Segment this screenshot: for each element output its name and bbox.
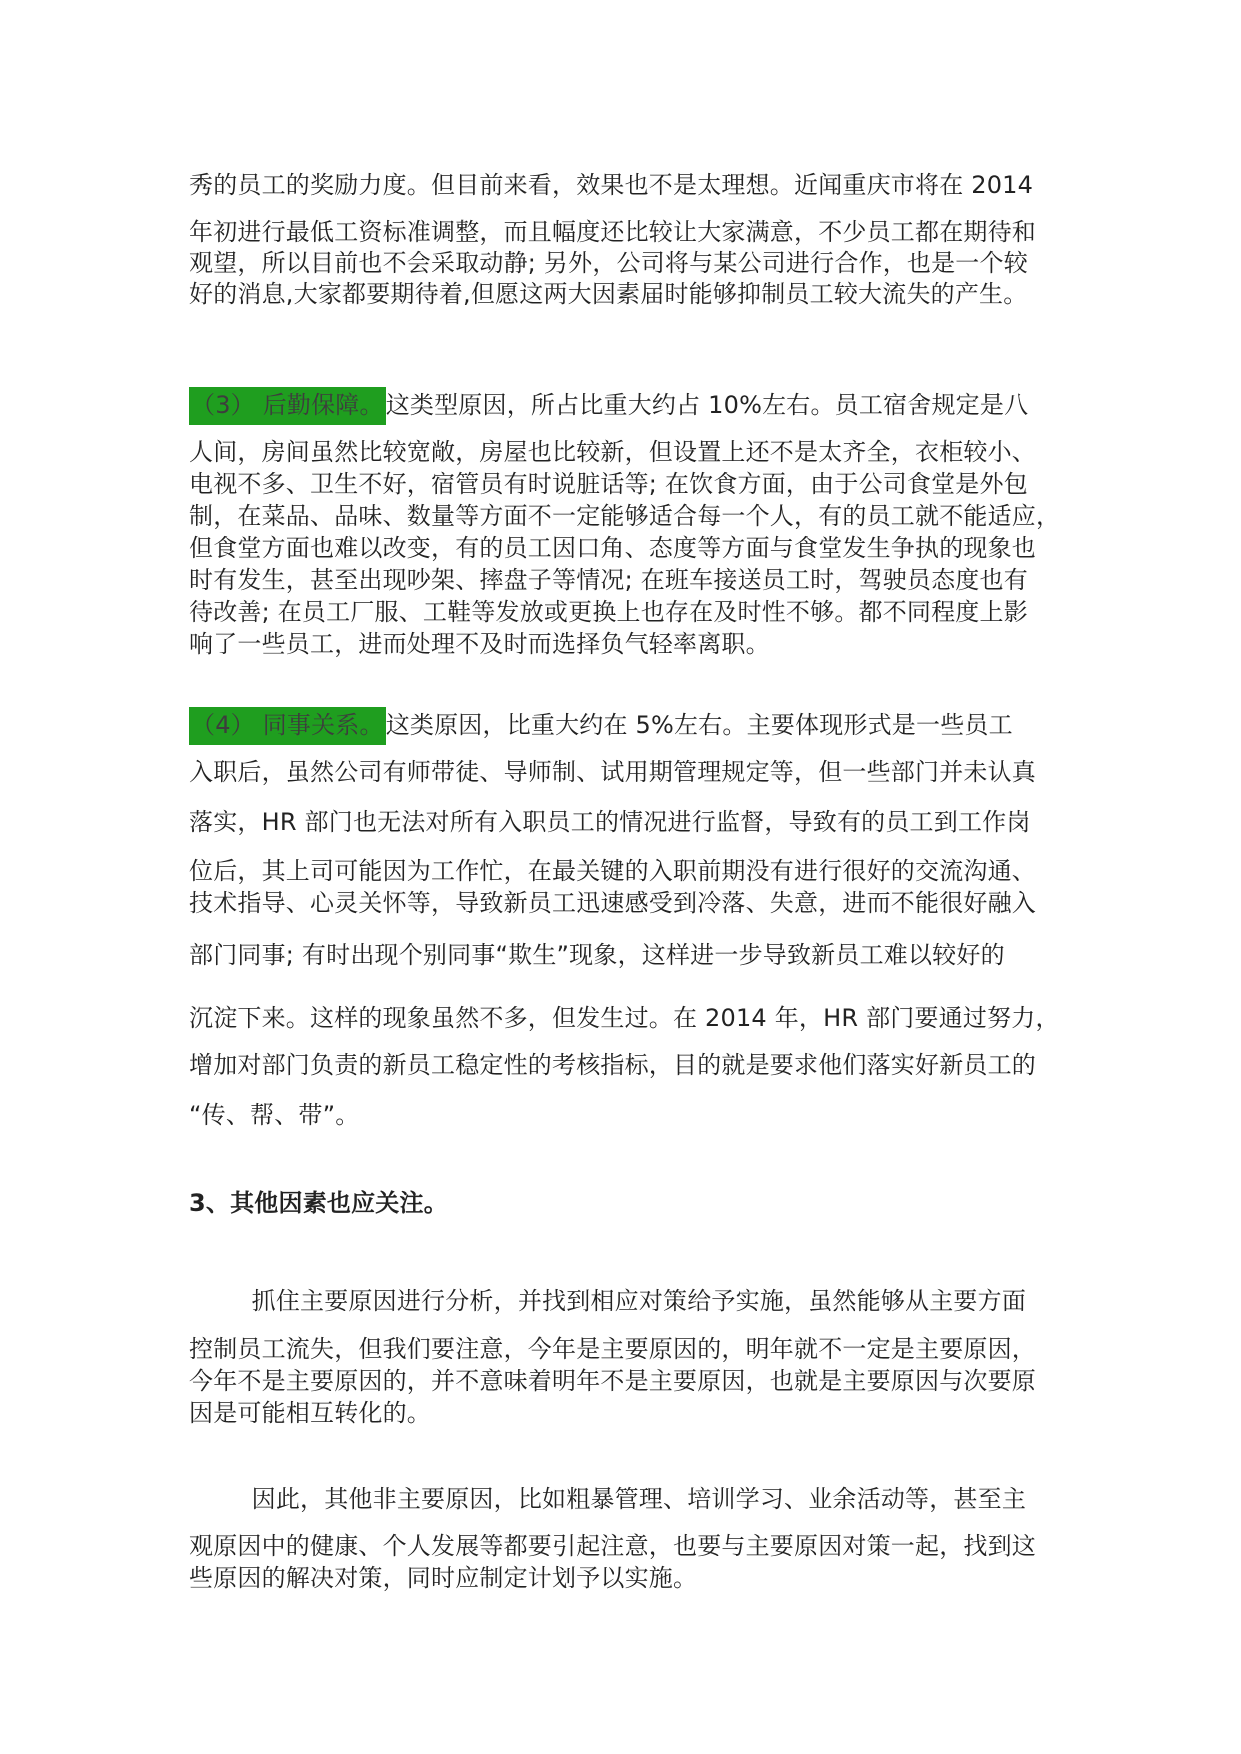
paragraph-line: 好的消息,大家都要期待着,但愿这两大因素届时能够抑制员工较大流失的产生。 <box>189 280 1028 308</box>
paragraph-line: 人间，房间虽然比较宽敞，房屋也比较新，但设置上还不是太齐全，衣柜较小、 <box>189 438 1036 466</box>
paragraph-line: 控制员工流失，但我们要注意，今年是主要原因的，明年就不一定是主要原因， <box>189 1335 1036 1363</box>
paragraph-line: 因是可能相互转化的。 <box>189 1399 431 1427</box>
highlighted-label: （3） 后勤保障。 <box>189 387 386 425</box>
paragraph-line: 年初进行最低工资标准调整，而且幅度还比较让大家满意，不少员工都在期待和 <box>189 218 1036 246</box>
section-heading: 3、其他因素也应关注。 <box>189 1189 448 1217</box>
paragraph-line: 抓住主要原因进行分析，并找到相应对策给予实施，虽然能够从主要方面 <box>189 1287 1027 1315</box>
paragraph-line: 但食堂方面也难以改变，有的员工因口角、态度等方面与食堂发生争执的现象也 <box>189 534 1036 562</box>
paragraph-line: 秀的员工的奖励力度。但目前来看，效果也不是太理想。近闻重庆市将在 2014 <box>189 171 1034 199</box>
paragraph-line: 观原因中的健康、个人发展等都要引起注意，也要与主要原因对策一起，找到这 <box>189 1532 1036 1560</box>
paragraph-line: 技术指导、心灵关怀等，导致新员工迅速感受到冷落、失意，进而不能很好融入 <box>189 889 1036 917</box>
paragraph-line: 入职后，虽然公司有师带徒、导师制、试用期管理规定等，但一些部门并未认真 <box>189 758 1036 786</box>
paragraph-line: 今年不是主要原因的，并不意味着明年不是主要原因，也就是主要原因与次要原 <box>189 1367 1036 1395</box>
paragraph-line: 部门同事; 有时出现个别同事“欺生”现象，这样进一步导致新员工难以较好的 <box>189 941 1005 969</box>
paragraph-line: 沉淀下来。这样的现象虽然不多，但发生过。在 2014 年，HR 部门要通过努力， <box>189 1004 1060 1032</box>
paragraph-line: 待改善; 在员工厂服、工鞋等发放或更换上也存在及时性不够。都不同程度上影 <box>189 598 1028 626</box>
paragraph-line: 时有发生，甚至出现吵架、摔盘子等情况; 在班车接送员工时，驾驶员态度也有 <box>189 566 1028 594</box>
paragraph-text: 这类原因，比重大约在 5%左右。主要体现形式是一些员工 <box>385 711 1013 739</box>
paragraph-first-line <box>189 390 1028 420</box>
paragraph-line: “传、帮、带”。 <box>189 1101 360 1129</box>
paragraph-line: 电视不多、卫生不好，宿管员有时说脏话等; 在饮食方面，由于公司食堂是外包 <box>189 470 1028 498</box>
paragraph-text: 这类型原因，所占比重大约占 10%左右。员工宿舍规定是八 <box>385 391 1029 419</box>
paragraph-line: 落实，HR 部门也无法对所有入职员工的情况进行监督，导致有的员工到工作岗 <box>189 808 1031 836</box>
paragraph-line: 些原因的解决对策，同时应制定计划予以实施。 <box>189 1564 698 1592</box>
paragraph-line: 因此，其他非主要原因，比如粗暴管理、培训学习、业余活动等，甚至主 <box>189 1485 1027 1513</box>
paragraph-line: 观望，所以目前也不会采取动静; 另外，公司将与某公司进行合作，也是一个较 <box>189 249 1028 277</box>
paragraph-first-line <box>189 710 1013 740</box>
highlighted-label: （4） 同事关系。 <box>189 707 386 745</box>
paragraph-line: 响了一些员工，进而处理不及时而选择负气轻率离职。 <box>189 630 770 658</box>
paragraph-line: 位后，其上司可能因为工作忙，在最关键的入职前期没有进行很好的交流沟通、 <box>189 857 1036 885</box>
paragraph-line: 制，在菜品、品味、数量等方面不一定能够适合每一个人，有的员工就不能适应， <box>189 502 1061 530</box>
paragraph-line: 增加对部门负责的新员工稳定性的考核指标，目的就是要求他们落实好新员工的 <box>189 1051 1036 1079</box>
